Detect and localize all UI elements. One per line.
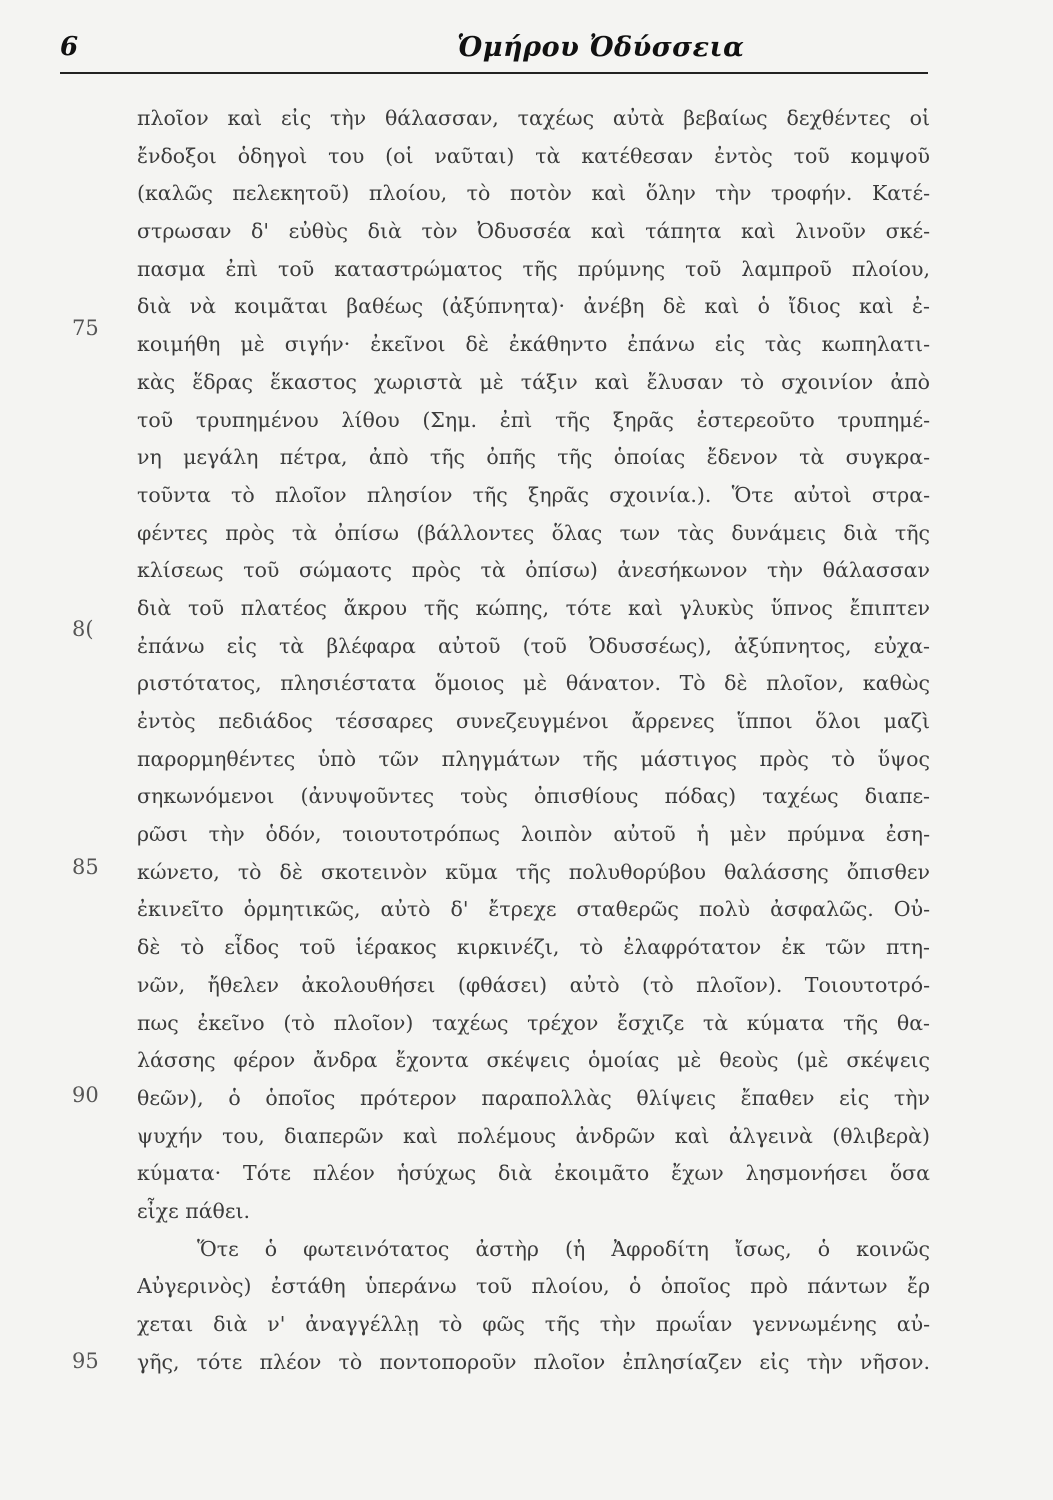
line-number-95: 95 — [72, 1349, 99, 1373]
text-line: γῆς, τότε πλέον τὸ ποντοποροῦν πλοῖον ἐπλησίαζεν εἰς τὴν νῆσον. — [137, 1349, 930, 1374]
text-line: τοῦ τρυπημένου λίθου (Σημ. ἐπὶ τῆς ξηρᾶς ἐστερεοῦτο τρυπημέ- — [137, 407, 930, 432]
text-line: κὰς ἕδρας ἕκαστος χωριστὰ μὲ τάξιν καὶ ἔλυσαν τὸ σχοινίον ἀπὸ — [137, 369, 930, 394]
text-line: Αὐγερινὸς) ἐστάθη ὑπεράνω τοῦ πλοίου, ὁ ὁποῖος πρὸ πάντων ἔρ — [137, 1274, 930, 1299]
text-line: ἐπάνω εἰς τὰ βλέφαρα αὐτοῦ (τοῦ Ὀδυσσέως), ἀξύπνητος, εὐχα- — [137, 633, 930, 658]
text-line: τοῦντα τὸ πλοῖον πλησίον τῆς ξηρᾶς σχοινία.). Ὅτε αὐτοὶ στρα- — [137, 482, 930, 507]
line-number-80: 8( — [72, 617, 94, 641]
text-line: κώνετο, τὸ δὲ σκοτεινὸν κῦμα τῆς πολυθορύβου θαλάσσης ὄπισθεν — [137, 859, 930, 884]
text-line: παρορμηθέντες ὑπὸ τῶν πληγμάτων τῆς μάστιγος πρὸς τὸ ὕψος — [137, 746, 930, 771]
page-number: 6 — [60, 32, 79, 62]
text-line: δὲ τὸ εἶδος τοῦ ἱέρακος κιρκινέζι, τὸ ἐλαφρότατον ἐκ τῶν πτη- — [137, 935, 930, 960]
line-number-85: 85 — [72, 855, 99, 879]
text-line: πως ἐκεῖνο (τὸ πλοῖον) ταχέως τρέχον ἔσχιζε τὰ κύματα τῆς θα- — [137, 1010, 930, 1035]
text-line: ἐκινεῖτο ὁρμητικῶς, αὐτὸ δ' ἔτρεχε σταθερῶς πολὺ ἀσφαλῶς. Οὐ- — [137, 897, 930, 922]
text-line: διὰ νὰ κοιμᾶται βαθέως (ἀξύπνητα)· ἀνέβη δὲ καὶ ὁ ἴδιος καὶ ἐ- — [137, 294, 930, 319]
text-line: Ὅτε ὁ φωτεινότατος ἀστὴρ (ἡ Ἀφροδίτη ἴσως, ὁ κοινῶς — [197, 1236, 930, 1261]
text-line: νη μεγάλη πέτρα, ἀπὸ τῆς ὀπῆς τῆς ὁποίας ἔδενον τὰ συγκρα- — [137, 445, 930, 470]
line-number-90: 90 — [72, 1083, 99, 1107]
text-line: κοιμήθη μὲ σιγήν· ἐκεῖνοι δὲ ἐκάθηντο ἐπάνω εἰς τὰς κωπηλατι- — [137, 332, 930, 357]
text-line: στρωσαν δ' εὐθὺς διὰ τὸν Ὀδυσσέα καὶ τάπητα καὶ λινοῦν σκέ- — [137, 219, 930, 244]
text-line: νῶν, ἤθελεν ἀκολουθήσει (φθάσει) αὐτὸ (τὸ πλοῖον). Τοιουτοτρό- — [137, 972, 930, 997]
header-rule — [60, 72, 928, 74]
text-line: πασμα ἐπὶ τοῦ καταστρώματος τῆς πρύμνης τοῦ λαμπροῦ πλοίου, — [137, 256, 930, 281]
text-line: πλοῖον καὶ εἰς τὴν θάλασσαν, ταχέως αὐτὰ βεβαίως δεχθέντες οἱ — [137, 106, 930, 130]
text-line: χεται διὰ ν' ἀναγγέλλῃ τὸ φῶς τῆς τὴν πρωΐαν γεννωμένης αὐ- — [137, 1312, 930, 1336]
line-number-75: 75 — [72, 316, 99, 340]
text-line: φέντες πρὸς τὰ ὀπίσω (βάλλοντες ὅλας των τὰς δυνάμεις διὰ τῆς — [137, 520, 930, 545]
text-line: ἔνδοξοι ὁδηγοὶ του (οἱ ναῦται) τὰ κατέθεσαν ἐντὸς τοῦ κομψοῦ — [137, 143, 930, 168]
text-line: ριστότατος, πλησιέστατα ὅμοιος μὲ θάνατον. Τὸ δὲ πλοῖον, καθὼς — [137, 671, 930, 696]
body-text — [137, 100, 930, 1381]
text-line: λάσσης φέρον ἄνδρα ἔχοντα σκέψεις ὁμοίας μὲ θεοὺς (μὲ σκέψεις — [137, 1048, 930, 1073]
running-title: Ὁμήρου Ὀδύσσεια — [457, 32, 745, 63]
text-line: (καλῶς πελεκητοῦ) πλοίου, τὸ ποτὸν καὶ ὅλην τὴν τροφήν. Κατέ- — [137, 181, 930, 206]
text-line: διὰ τοῦ πλατέος ἄκρου τῆς κώπης, τότε καὶ γλυκὺς ὕπνος ἔπιπτεν — [137, 595, 930, 620]
text-line: κύματα· Τότε πλέον ἡσύχως διὰ ἐκοιμᾶτο ἔχων λησμονήσει ὅσα — [137, 1161, 930, 1186]
text-line: ἐντὸς πεδιάδος τέσσαρες συνεζευγμένοι ἄρρενες ἵπποι ὅλοι μαζὶ — [137, 709, 930, 733]
text-line: ψυχήν του, διαπερῶν καὶ πολέμους ἀνδρῶν καὶ ἀλγεινὰ (θλιβερὰ) — [137, 1123, 930, 1148]
text-line: ρῶσι τὴν ὁδόν, τοιουτοτρόπως λοιπὸν αὐτοῦ ἡ μὲν πρύμνα ἐση- — [137, 822, 930, 847]
text-line: εἶχε πάθει. — [137, 1198, 251, 1223]
page-header — [60, 30, 928, 72]
text-line: κλίσεως τοῦ σώμαοτς πρὸς τὰ ὀπίσω) ἀνεσήκωνον τὴν θάλασσαν — [137, 558, 930, 583]
text-line: σηκωνόμενοι (ἀνυψοῦντες τοὺς ὀπισθίους πόδας) ταχέως διαπε- — [137, 784, 930, 809]
text-line: θεῶν), ὁ ὁποῖος πρότερον παραπολλὰς θλίψεις ἔπαθεν εἰς τὴν — [137, 1085, 930, 1110]
